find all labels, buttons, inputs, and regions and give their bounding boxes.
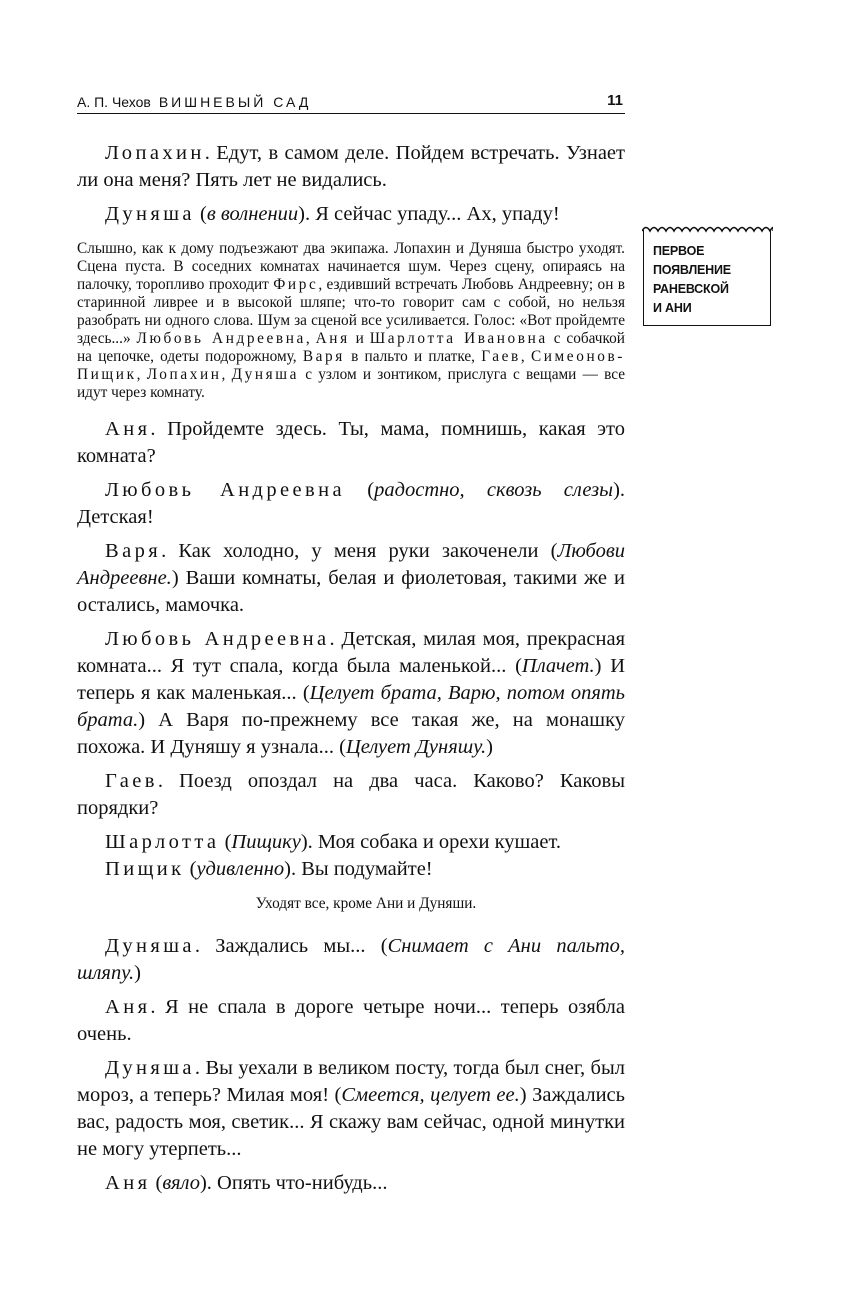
stage-text: с узлом и зонтиком, прислуга с вещами — все идут через комнату.	[77, 366, 625, 401]
speech-lyubov	[77, 477, 625, 531]
speaker-name: Аня	[105, 1172, 151, 1194]
margin-note-line: РАНЕВСКОЙ	[653, 282, 729, 296]
stage-direction-block	[77, 240, 625, 402]
speaker-name: Шарлотта	[105, 831, 220, 853]
stage-text: Уходят все, кроме Ани и Дуняши.	[255, 895, 477, 912]
speech-text: ) И теперь я как маленькая... (	[77, 655, 625, 704]
speaker-name: Пищик	[105, 858, 185, 880]
stage-direction: удивленно	[196, 858, 285, 880]
stage-text: ,	[221, 366, 232, 383]
speech-pishchik	[77, 856, 625, 883]
speech-text: ). Моя собака и орехи кушает.	[300, 831, 562, 853]
stage-direction: в волнении	[206, 203, 299, 225]
character-name: Шарлотта Ивановна	[369, 330, 548, 347]
speech-anya	[77, 1170, 625, 1197]
stage-text: ,	[520, 348, 531, 365]
stage-direction: Целует брата, Варю, потом опять брата.	[77, 682, 625, 731]
margin-note-line: И АНИ	[653, 301, 692, 315]
speech-text: . Едут, в самом деле. Пойдем встречать. Узнает ли она меня? Пять лет не видались.	[77, 142, 625, 191]
speech-lopakhin	[77, 140, 625, 194]
speech-text: ). Опять что-нибудь...	[199, 1172, 388, 1194]
speech-dunyasha	[77, 201, 625, 228]
character-name: Дуняша	[231, 366, 300, 383]
speech-text: . Пройдемте здесь. Ты, мама, помнишь, какая это комната?	[77, 418, 625, 467]
speech-text: ). Вы подумайте!	[284, 858, 433, 880]
stage-text: ,	[136, 366, 147, 383]
speaker-name: Гаев	[105, 770, 158, 792]
speaker-name: Аня	[105, 996, 151, 1018]
speech-text: ) Ваши комнаты, белая и фиолетовая, такими же и остались, мамочка.	[77, 567, 625, 616]
speech-text: . Заждались мы... (	[194, 935, 388, 957]
speaker-name: Дуняша	[105, 203, 195, 225]
speaker-name: Любовь Андреевна	[105, 479, 345, 501]
character-name: Фирс	[273, 276, 319, 293]
speech-text: . Поезд опоздал на два часа. Каково? Каковы порядки?	[77, 770, 625, 819]
speech-charlotta	[77, 829, 625, 856]
book-title: ВИШНЕВЫЙ САД	[158, 94, 312, 110]
speaker-name: Аня	[105, 418, 151, 440]
margin-note	[643, 230, 771, 326]
margin-note-line: ПЕРВОЕ	[653, 244, 705, 258]
speech-anya	[77, 416, 625, 470]
speech-text: )	[486, 736, 493, 758]
character-name: Симеонов-Пищик	[77, 348, 625, 383]
character-name: Аня	[315, 330, 350, 347]
stage-direction: Смеется, целует ее.	[341, 1084, 520, 1106]
character-name: Любовь Андреевна	[136, 330, 306, 347]
speech-lyubov	[77, 626, 625, 761]
running-head	[77, 94, 311, 110]
stage-text: с собачкой на цепочке, одеты подорожному,	[77, 330, 625, 365]
stage-direction: Снимает с Ани пальто, шляпу.	[77, 935, 626, 984]
speech-text: ). Детская!	[77, 479, 626, 528]
character-name: Лопахин	[146, 366, 222, 383]
speech-text: (	[194, 203, 207, 225]
speech-dunyasha	[77, 933, 625, 987]
speaker-name: Дуняша	[105, 935, 195, 957]
stage-direction: Пищику	[231, 831, 301, 853]
play-text	[77, 140, 625, 1204]
stage-text: , ездивший встречать Любовь Андреевну; он в старинной ливрее и в высокой шляпе; что-то говорит сам с собой, но нельзя разобрать ни одного слова. Шум за сценой все усиливается. Голос: «Вот пройдемте здесь...»	[77, 276, 625, 347]
speech-text: . Я не спала в дороге четыре ночи... теперь озябла очень.	[77, 996, 625, 1045]
speech-text: (	[219, 831, 232, 853]
speech-text: ) Заждались вас, радость моя, светик... Я скажу вам сейчас, одной минутки не могу утерпеть...	[77, 1084, 625, 1160]
speech-text: ) А Варя по-прежнему все такая же, на монашку похожа. И Дуняшу я узнала... (	[77, 709, 625, 758]
stage-direction: вяло	[162, 1172, 200, 1194]
stage-text: и	[349, 330, 370, 347]
stage-text: в пальто и платке,	[344, 348, 482, 365]
stage-direction: радостно, сквозь слезы	[374, 479, 614, 501]
stage-direction: Плачет.	[521, 655, 595, 677]
character-name: Гаев	[481, 348, 521, 365]
speech-text: . Вы уехали в великом посту, тогда был снег, был мороз, а теперь? Милая моя! (	[77, 1057, 625, 1106]
speech-text: . Детская, милая моя, прекрасная комната... Я тут спала, когда была маленькой... (	[77, 628, 625, 677]
speech-varya	[77, 538, 625, 619]
speech-gaev	[77, 768, 625, 822]
speech-text: (	[184, 858, 197, 880]
stage-text: ,	[305, 330, 316, 347]
page-header	[77, 91, 625, 114]
speaker-name: Варя	[105, 540, 162, 562]
stage-direction: Любови Андреевне.	[77, 540, 625, 589]
author-name: А. П. Чехов	[77, 94, 151, 110]
stage-direction: Целует Дуняшу.	[345, 736, 487, 758]
speech-text: (	[345, 479, 375, 501]
character-name: Варя	[302, 348, 345, 365]
speech-text: . Как холодно, у меня руки закоченели (	[161, 540, 558, 562]
speaker-name: Лопахин	[105, 142, 205, 164]
page-number: 11	[607, 92, 623, 109]
speech-anya	[77, 994, 625, 1048]
stage-direction-exit	[77, 895, 625, 913]
speech-text: ). Я сейчас упаду... Ах, упаду!	[298, 203, 560, 225]
torn-edge-border	[642, 224, 773, 234]
speaker-name: Любовь Андреевна	[105, 628, 330, 650]
margin-note-line: ПОЯВЛЕНИЕ	[653, 263, 731, 277]
margin-note-label	[653, 242, 731, 318]
stage-text: Слышно, как к дому подъезжают два экипажа. Лопахин и Дуняша быстро уходят. Сцена пуста. В соседних комнатах начинается шум. Через сцену, опираясь на палочку, торопливо проходит	[77, 240, 625, 293]
speaker-name: Дуняша	[105, 1057, 195, 1079]
speech-text: )	[134, 962, 141, 984]
speech-dunyasha	[77, 1055, 625, 1163]
speech-text: (	[150, 1172, 163, 1194]
